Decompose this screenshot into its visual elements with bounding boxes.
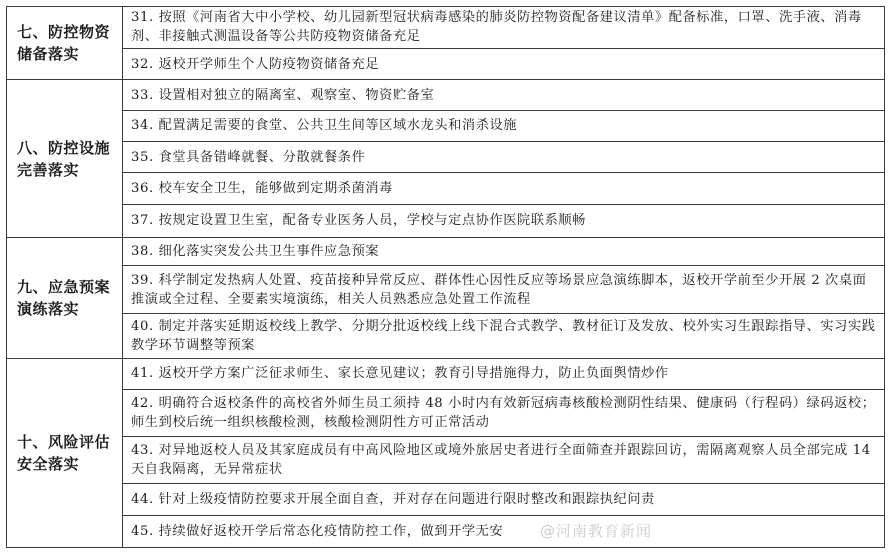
table-row bbox=[7, 436, 885, 483]
list-item: 37. 按规定设置卫生室，配备专业医务人员，学校与定点协作医院联系顺畅 bbox=[123, 204, 885, 237]
table-row bbox=[7, 80, 885, 111]
table-row bbox=[7, 48, 885, 80]
list-item: 42. 明确符合返校条件的高校省外师生员工须持 48 小时内有效新冠病毒核酸检测阴性结果、健康码（行程码）绿码返校；师生到校后统一组织核酸检测，核酸检测阴性方可正常活动 bbox=[123, 389, 885, 436]
list-item: 45. 持续做好返校开学后常态化疫情防控工作，做到开学无安 bbox=[123, 516, 885, 548]
list-item: 44. 针对上级疫情防控要求开展全面自查，并对存在问题进行限时整改和跟踪执纪问责 bbox=[123, 483, 885, 516]
category-cell: 八、防控设施完善落实 bbox=[7, 80, 123, 237]
category-cell: 七、防控物资储备落实 bbox=[7, 7, 123, 80]
table-row bbox=[7, 389, 885, 436]
table-row bbox=[7, 359, 885, 390]
table-row bbox=[7, 7, 885, 49]
list-item: 31. 按照《河南省大中小学校、幼儿园新型冠状病毒感染的肺炎防控物资配备建议清单》配备标准，口罩、洗手液、消毒剂、非接触式测温设备等公共防疫物资储备充足 bbox=[123, 7, 885, 49]
list-item: 38. 细化落实突发公共卫生事件应急预案 bbox=[123, 237, 885, 266]
category-cell: 十、风险评估安全落实 bbox=[7, 359, 123, 548]
table-row bbox=[7, 237, 885, 266]
table-row bbox=[7, 516, 885, 548]
list-item: 41. 返校开学方案广泛征求师生、家长意见建议；教育引导措施得力，防止负面舆情炒作 bbox=[123, 359, 885, 390]
list-item: 40. 制定并落实延期返校线上教学、分期分批返校线上线下混合式教学、教材征订及发放、校外实习生跟踪指导、实习实践教学环节调整等预案 bbox=[123, 314, 885, 359]
table-row bbox=[7, 483, 885, 516]
list-item: 34. 配置满足需要的食堂、公共卫生间等区域水龙头和消杀设施 bbox=[123, 111, 885, 142]
list-item: 36. 校车安全卫生，能够做到定期杀菌消毒 bbox=[123, 173, 885, 205]
table-row bbox=[7, 266, 885, 314]
table-row bbox=[7, 173, 885, 205]
watermark: @河南教育新闻 bbox=[540, 522, 653, 540]
table-row bbox=[7, 141, 885, 173]
checklist-table bbox=[6, 6, 885, 548]
list-item: 33. 设置相对独立的隔离室、观察室、物资贮备室 bbox=[123, 80, 885, 111]
list-item: 43. 对异地返校人员及其家庭成员有中高风险地区或境外旅居史者进行全面筛查并跟踪回访，需隔离观察人员全部完成 14 天自我隔离，无异常症状 bbox=[123, 436, 885, 483]
table-row bbox=[7, 314, 885, 359]
category-cell: 九、应急预案演练落实 bbox=[7, 237, 123, 358]
table-row bbox=[7, 111, 885, 142]
list-item: 32. 返校开学师生个人防疫物资储备充足 bbox=[123, 48, 885, 80]
table-row bbox=[7, 204, 885, 237]
list-item: 35. 食堂具备错峰就餐、分散就餐条件 bbox=[123, 141, 885, 173]
list-item: 39. 科学制定发热病人处置、疫苗接种异常反应、群体性心因性反应等场景应急演练脚本，返校开学前至少开展 2 次桌面推演或全过程、全要素实境演练，相关人员熟悉应急处置工作流程 bbox=[123, 266, 885, 314]
